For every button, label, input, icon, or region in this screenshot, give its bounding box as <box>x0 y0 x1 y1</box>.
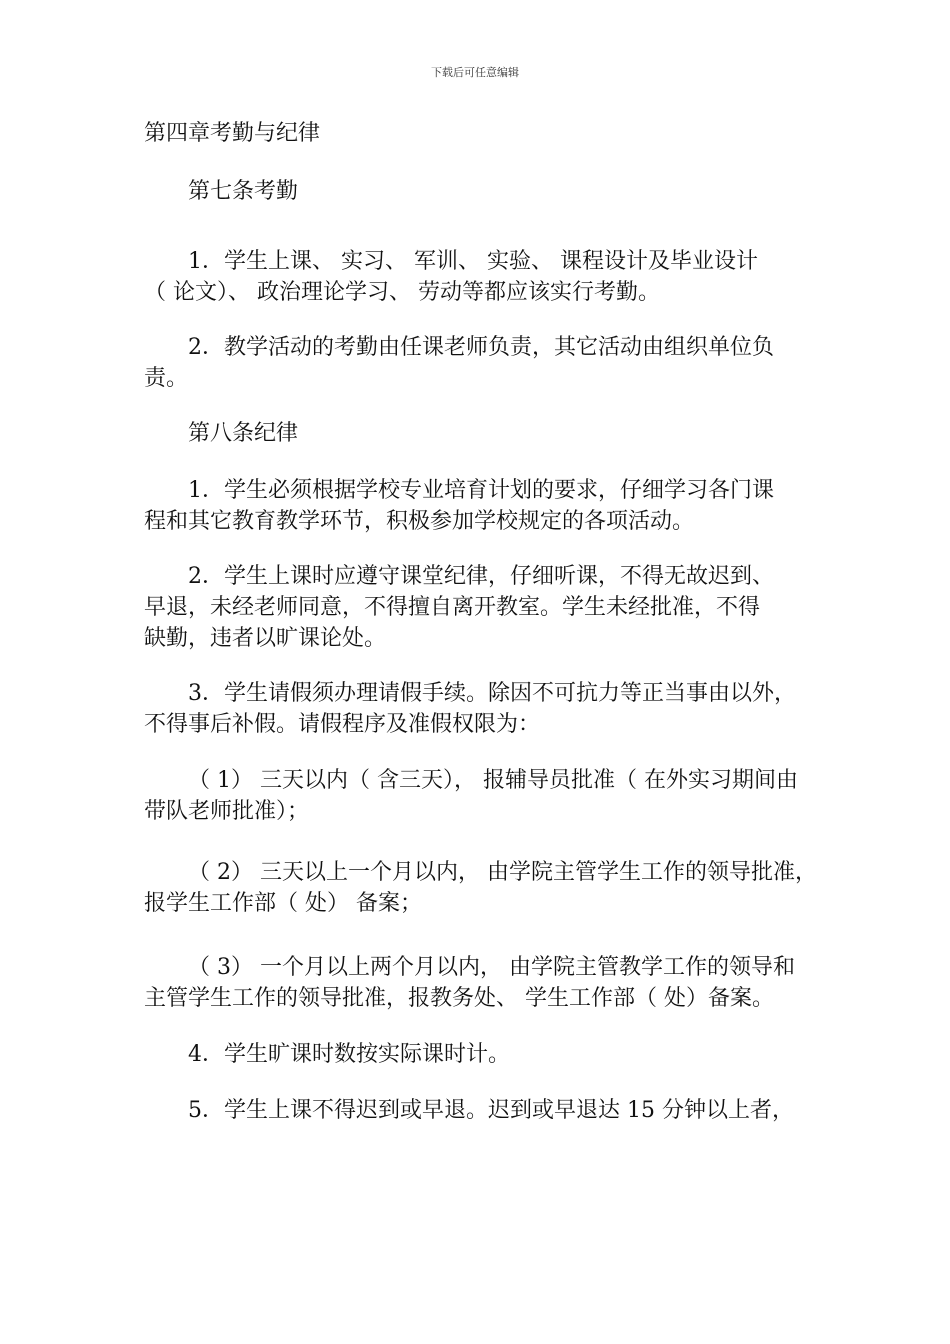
article-8-item-3 <box>144 678 812 740</box>
document-body <box>144 118 817 1126</box>
paragraph-line: 2．教学活动的考勤由任课老师负责，其它活动由组织单位负 <box>188 335 774 360</box>
article-8-title: 第八条纪律 <box>188 421 299 446</box>
paragraph-line: （ 论文）、 政治理论学习、 劳动等都应该实行考勤。 <box>144 280 660 305</box>
paragraph-line: （ 3） 一个月以上两个月以内， 由学院主管教学工作的领导和 <box>188 955 795 980</box>
paragraph-line: （ 2） 三天以上一个月以内， 由学院主管学生工作的领导批准， <box>188 860 817 885</box>
paragraph-line: 4．学生旷课时数按实际课时计。 <box>188 1042 510 1067</box>
paragraph-line: （ 1） 三天以内（ 含三天）， 报辅导员批准（ 在外实习期间由 <box>188 768 798 793</box>
paragraph-line: 主管学生工作的领导批准，报教务处、 学生工作部（ 处）备案。 <box>144 986 774 1011</box>
page-header-note: 下载后可任意编辑 <box>431 66 519 79</box>
paragraph-line: 2．学生上课时应遵守课堂纪律，仔细听课，不得无故迟到、 <box>188 564 774 589</box>
chapter-title: 第四章考勤与纪律 <box>144 121 321 146</box>
paragraph-line: 缺勤，违者以旷课论处。 <box>144 626 387 651</box>
article-8-item-5 <box>144 1095 812 1126</box>
paragraph-line: 程和其它教育教学环节，积极参加学校规定的各项活动。 <box>144 509 695 534</box>
article-7-item-1 <box>144 246 812 308</box>
leave-rule-1 <box>144 765 812 827</box>
paragraph-line: 责。 <box>144 366 189 391</box>
leave-rule-3 <box>144 952 812 1014</box>
article-8-item-1 <box>144 475 812 537</box>
paragraph-line: 1．学生上课、 实习、 军训、 实验、 课程设计及毕业设计 <box>188 249 758 274</box>
paragraph-line: 报学生工作部（ 处） 备案； <box>144 891 422 916</box>
paragraph-line: 不得事后补假。请假程序及准假权限为： <box>144 712 541 737</box>
paragraph-line: 带队老师批准）； <box>144 799 310 824</box>
article-8-item-2 <box>144 561 812 654</box>
article-8-item-4 <box>144 1039 812 1070</box>
article-7-item-2 <box>144 332 812 394</box>
article-7-title: 第七条考勤 <box>188 179 299 204</box>
paragraph-line: 5．学生上课不得迟到或早退。迟到或早退达 15 分钟以上者， <box>188 1098 794 1123</box>
paragraph-line: 3．学生请假须办理请假手续。除因不可抗力等正当事由以外， <box>188 681 796 706</box>
paragraph-line: 1．学生必须根据学校专业培育计划的要求，仔细学习各门课 <box>188 478 774 503</box>
leave-rule-2 <box>144 857 817 919</box>
paragraph-line: 早退，未经老师同意，不得擅自离开教室。学生未经批准，不得 <box>144 595 761 620</box>
